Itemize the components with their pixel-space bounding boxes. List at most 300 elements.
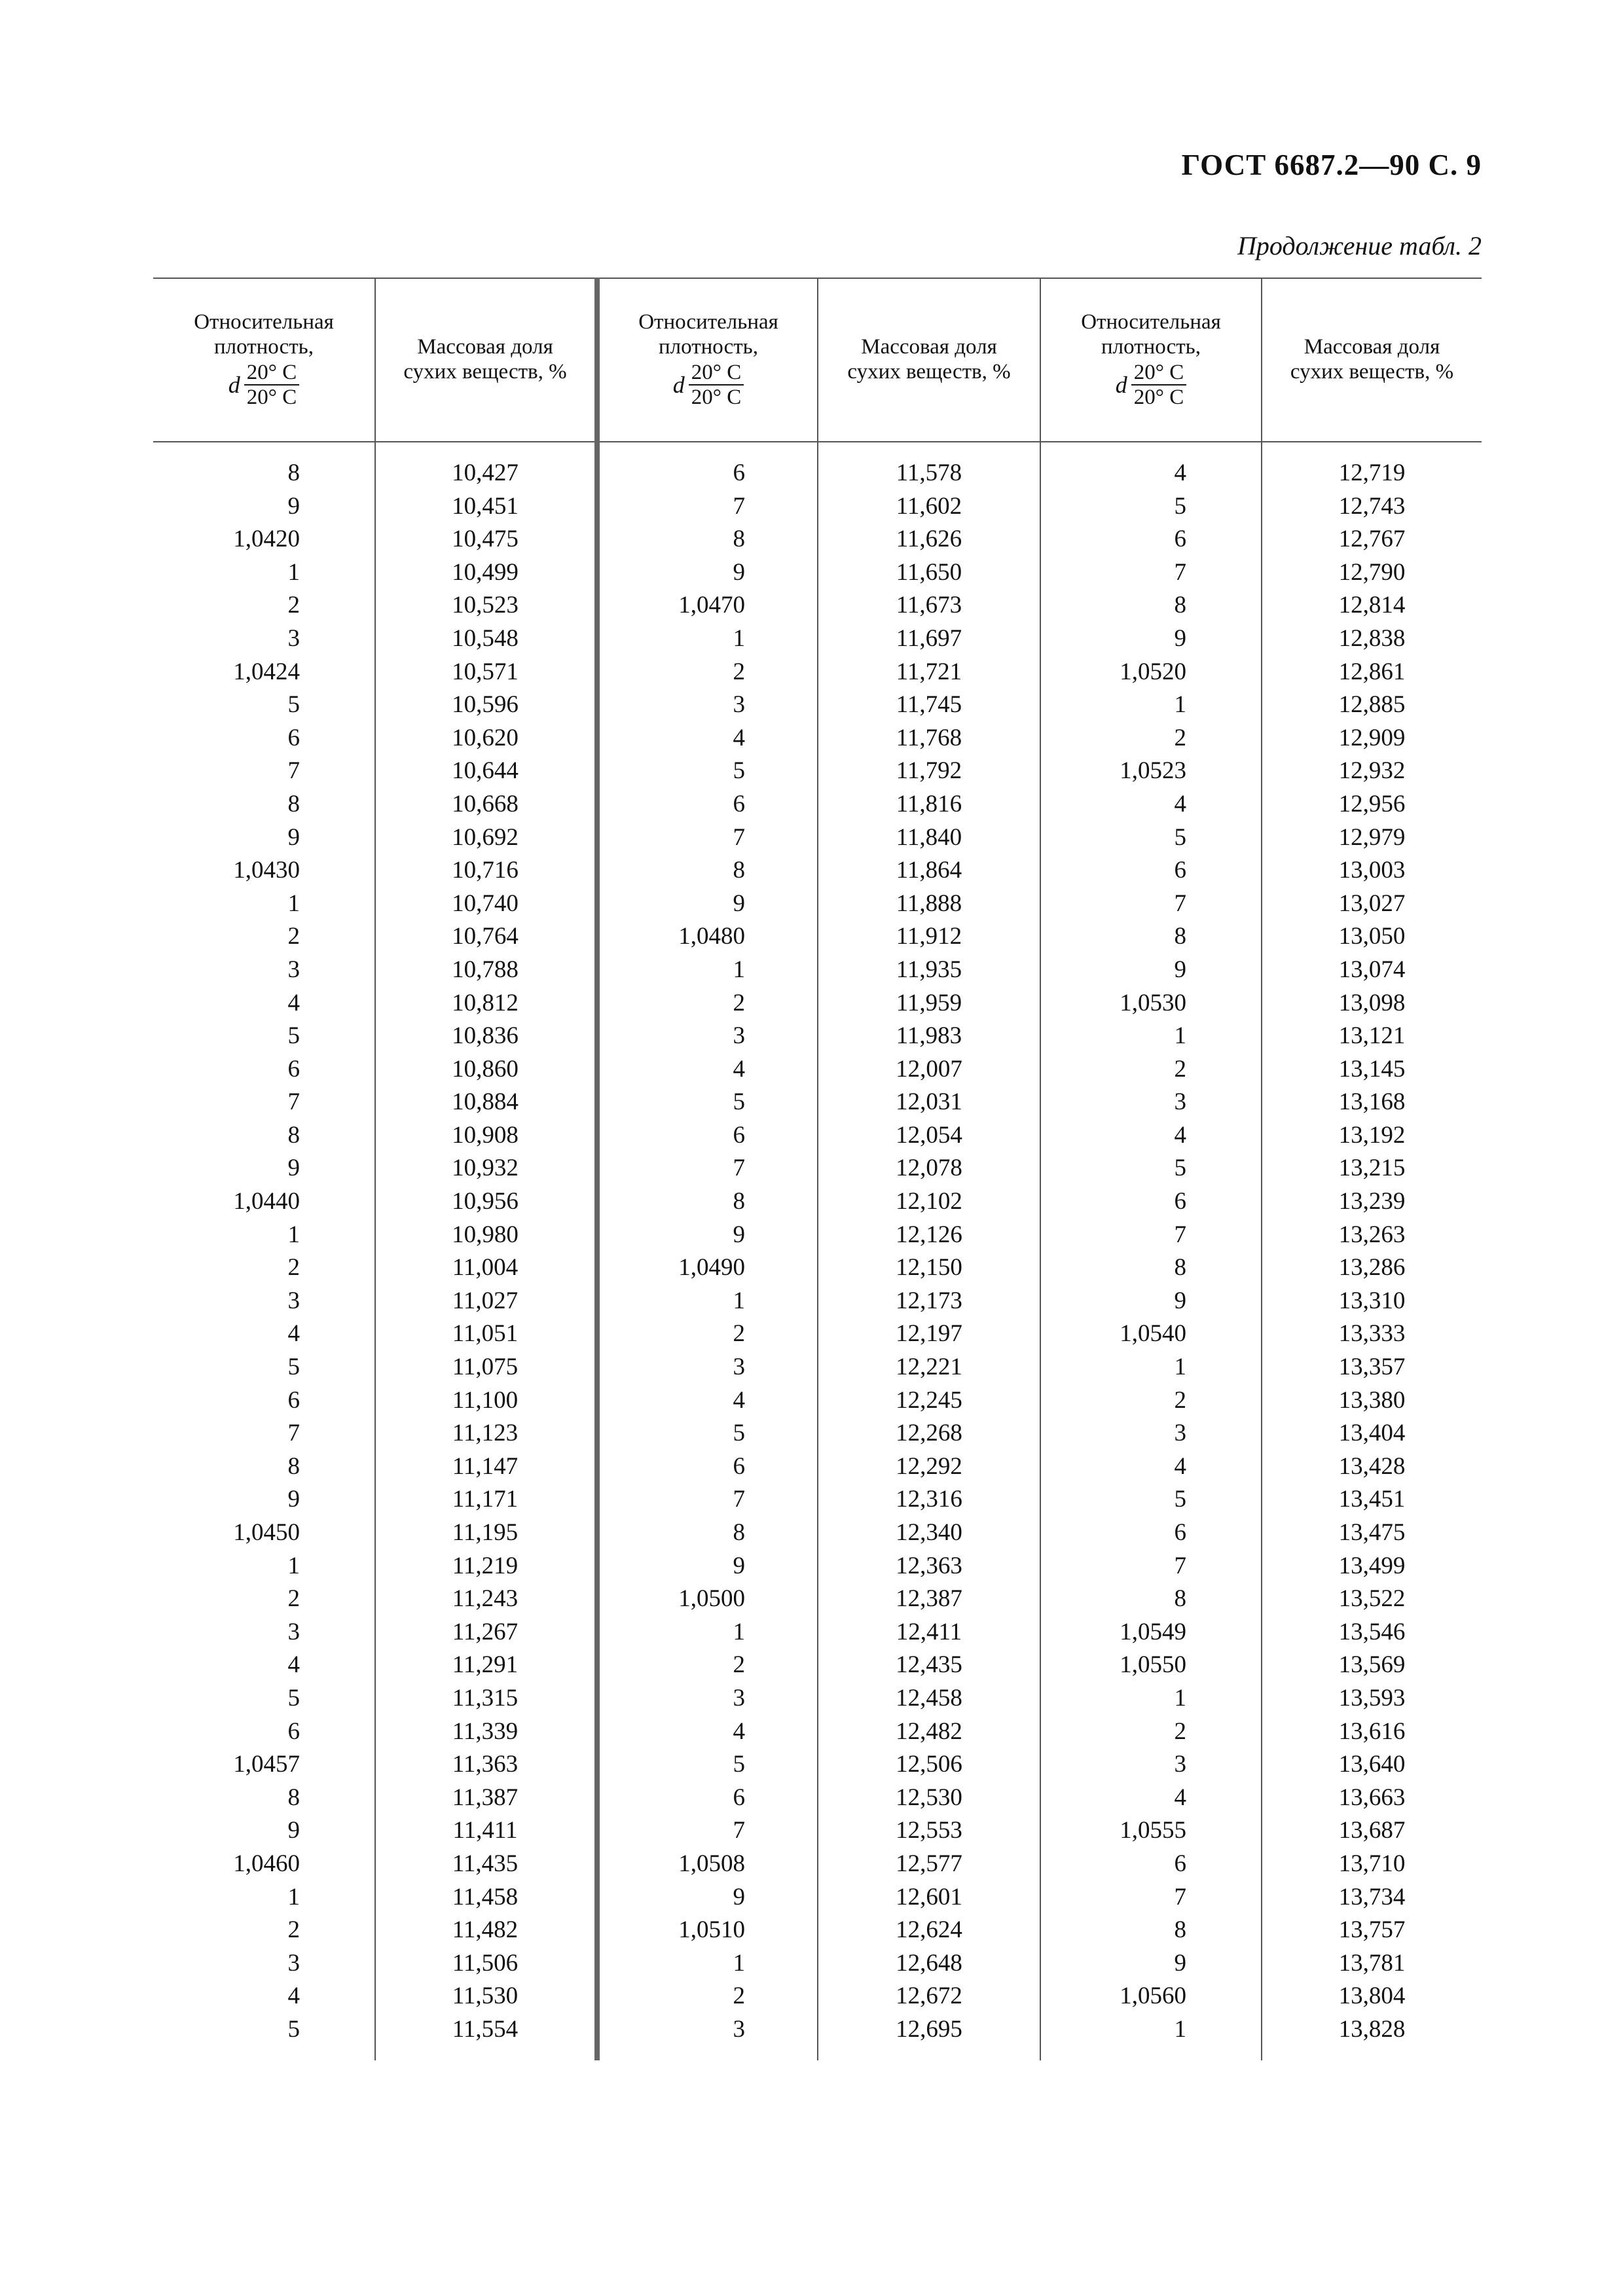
header-density-2 bbox=[600, 278, 817, 441]
density-cell: 6 bbox=[1174, 857, 1186, 884]
mass-cell: 12,173 bbox=[896, 1287, 962, 1314]
mass-cell: 13,640 bbox=[1338, 1751, 1406, 1778]
mass-cell: 11,411 bbox=[452, 1817, 518, 1844]
density-cell: 8 bbox=[1174, 1916, 1186, 1944]
density-cell: 4 bbox=[733, 1055, 745, 1083]
density-cell: 9 bbox=[287, 1155, 300, 1182]
mass-cell: 11,530 bbox=[452, 1982, 519, 2010]
mass-cell: 12,553 bbox=[896, 1817, 962, 1844]
density-cell: 5 bbox=[287, 1022, 300, 1050]
density-cell: 1 bbox=[733, 1949, 745, 1977]
mass-cell: 12,624 bbox=[896, 1916, 962, 1944]
density-cell: 1,0500 bbox=[678, 1585, 745, 1613]
mass-column bbox=[1262, 457, 1482, 2047]
mass-cell: 13,145 bbox=[1338, 1055, 1406, 1083]
density-cell: 9 bbox=[1174, 956, 1186, 983]
density-cell: 1 bbox=[287, 1552, 300, 1579]
density-cell: 1 bbox=[1174, 2015, 1186, 2043]
density-formula bbox=[228, 361, 299, 409]
mass-cell: 13,828 bbox=[1338, 2015, 1406, 2043]
mass-cell: 12,743 bbox=[1338, 492, 1406, 520]
mass-cell: 13,781 bbox=[1338, 1949, 1406, 1977]
density-cell: 1,0560 bbox=[1120, 1982, 1186, 2010]
mass-cell: 11,768 bbox=[896, 724, 962, 751]
density-cell: 7 bbox=[733, 823, 745, 851]
mass-column bbox=[376, 457, 594, 2047]
density-cell: 7 bbox=[1174, 558, 1186, 586]
density-cell: 5 bbox=[1174, 1155, 1186, 1182]
density-cell: 1,0470 bbox=[678, 592, 745, 619]
density-cell: 2 bbox=[733, 1651, 745, 1679]
density-cell: 1 bbox=[733, 1618, 745, 1645]
density-cell: 6 bbox=[1174, 526, 1186, 553]
density-cell: 5 bbox=[287, 1684, 300, 1712]
mass-cell: 11,912 bbox=[896, 923, 962, 950]
mass-cell: 10,523 bbox=[452, 592, 519, 619]
density-cell: 1 bbox=[287, 889, 300, 917]
mass-cell: 13,239 bbox=[1338, 1188, 1406, 1215]
mass-cell: 11,458 bbox=[452, 1883, 519, 1910]
density-cell: 7 bbox=[733, 1155, 745, 1182]
density-cell: 6 bbox=[287, 1386, 300, 1414]
density-cell: 4 bbox=[1174, 1121, 1186, 1149]
formula-variable: d bbox=[228, 372, 240, 398]
mass-cell: 12,387 bbox=[896, 1585, 962, 1613]
density-cell: 5 bbox=[733, 1420, 745, 1447]
mass-cell: 13,003 bbox=[1338, 857, 1406, 884]
mass-cell: 12,530 bbox=[896, 1784, 962, 1811]
mass-cell: 12,150 bbox=[896, 1254, 962, 1282]
density-cell: 1 bbox=[1174, 1684, 1186, 1712]
mass-cell: 10,499 bbox=[452, 558, 519, 586]
mass-cell: 10,475 bbox=[452, 526, 519, 553]
formula-denominator: 20° C bbox=[1133, 386, 1184, 409]
density-cell: 1,0523 bbox=[1120, 757, 1186, 785]
mass-cell: 11,578 bbox=[896, 459, 962, 486]
mass-cell: 13,522 bbox=[1338, 1585, 1406, 1613]
density-cell: 4 bbox=[1174, 459, 1186, 486]
density-cell: 5 bbox=[1174, 492, 1186, 520]
mass-cell: 11,339 bbox=[452, 1717, 519, 1745]
density-cell: 2 bbox=[1174, 1717, 1186, 1745]
density-cell: 2 bbox=[733, 1320, 745, 1348]
mass-cell: 10,644 bbox=[452, 757, 519, 785]
density-cell: 5 bbox=[287, 691, 300, 719]
mass-cell: 11,027 bbox=[452, 1287, 519, 1314]
formula-variable: d bbox=[672, 372, 685, 398]
mass-cell: 12,363 bbox=[896, 1552, 962, 1579]
density-cell: 1 bbox=[287, 558, 300, 586]
mass-cell: 10,908 bbox=[452, 1121, 519, 1149]
mass-cell: 13,499 bbox=[1338, 1552, 1406, 1579]
mass-cell: 12,292 bbox=[896, 1452, 962, 1480]
density-cell: 2 bbox=[733, 989, 745, 1016]
header-text: сухих веществ, % bbox=[847, 360, 1011, 384]
density-cell: 3 bbox=[1174, 1751, 1186, 1778]
mass-cell: 12,435 bbox=[896, 1651, 962, 1679]
mass-cell: 11,959 bbox=[896, 989, 962, 1016]
header-text: плотность, bbox=[659, 335, 758, 359]
density-cell: 6 bbox=[287, 1055, 300, 1083]
mass-cell: 10,596 bbox=[452, 691, 519, 719]
density-cell: 9 bbox=[287, 1817, 300, 1844]
mass-cell: 13,687 bbox=[1338, 1817, 1406, 1844]
mass-cell: 10,692 bbox=[452, 823, 519, 851]
mass-cell: 10,451 bbox=[452, 492, 519, 520]
density-cell: 6 bbox=[1174, 1188, 1186, 1215]
mass-cell: 12,956 bbox=[1338, 790, 1406, 817]
table-continuation-label: Продолжение табл. 2 bbox=[1237, 231, 1482, 260]
mass-cell: 11,171 bbox=[452, 1486, 519, 1513]
mass-cell: 13,333 bbox=[1338, 1320, 1406, 1348]
density-cell: 1 bbox=[733, 1287, 745, 1314]
density-cell: 1,0480 bbox=[678, 923, 745, 950]
density-cell: 1 bbox=[287, 1221, 300, 1248]
density-cell: 9 bbox=[1174, 624, 1186, 652]
density-cell: 2 bbox=[1174, 724, 1186, 751]
density-cell: 7 bbox=[733, 1817, 745, 1844]
density-cell: 5 bbox=[1174, 823, 1186, 851]
density-cell: 3 bbox=[287, 956, 300, 983]
mass-cell: 11,123 bbox=[452, 1420, 519, 1447]
mass-cell: 10,884 bbox=[452, 1088, 519, 1116]
page-header: ГОСТ 6687.2—90 С. 9 bbox=[1181, 149, 1482, 181]
mass-cell: 13,475 bbox=[1338, 1519, 1406, 1546]
density-cell: 8 bbox=[1174, 1254, 1186, 1282]
mass-cell: 11,983 bbox=[896, 1022, 962, 1050]
mass-cell: 12,506 bbox=[896, 1751, 962, 1778]
mass-cell: 11,195 bbox=[452, 1519, 519, 1546]
density-cell: 7 bbox=[287, 757, 300, 785]
mass-cell: 13,168 bbox=[1338, 1088, 1406, 1116]
mass-cell: 12,078 bbox=[896, 1155, 962, 1182]
mass-cell: 11,291 bbox=[452, 1651, 519, 1679]
mass-cell: 12,790 bbox=[1338, 558, 1406, 586]
density-cell: 5 bbox=[1174, 1486, 1186, 1513]
density-cell: 2 bbox=[1174, 1055, 1186, 1083]
density-cell: 8 bbox=[733, 1188, 745, 1215]
header-density-3 bbox=[1041, 278, 1261, 441]
density-cell: 1,0549 bbox=[1120, 1618, 1186, 1645]
mass-cell: 13,451 bbox=[1338, 1486, 1406, 1513]
density-cell: 8 bbox=[733, 857, 745, 884]
density-cell: 8 bbox=[733, 526, 745, 553]
density-cell: 3 bbox=[733, 1684, 745, 1712]
mass-cell: 12,126 bbox=[896, 1221, 962, 1248]
density-cell: 1 bbox=[1174, 1022, 1186, 1050]
mass-cell: 13,380 bbox=[1338, 1386, 1406, 1414]
density-cell: 7 bbox=[287, 1088, 300, 1116]
density-cell: 4 bbox=[733, 1386, 745, 1414]
mass-cell: 13,263 bbox=[1338, 1221, 1406, 1248]
density-cell: 1,0540 bbox=[1120, 1320, 1186, 1348]
density-cell: 8 bbox=[287, 1452, 300, 1480]
density-cell: 1,0460 bbox=[233, 1850, 300, 1877]
mass-cell: 10,571 bbox=[452, 658, 519, 685]
density-cell: 1 bbox=[733, 624, 745, 652]
density-cell: 1 bbox=[1174, 1354, 1186, 1381]
density-column bbox=[600, 457, 745, 2047]
mass-cell: 10,812 bbox=[452, 989, 519, 1016]
mass-cell: 12,340 bbox=[896, 1519, 962, 1546]
mass-cell: 11,602 bbox=[896, 492, 962, 520]
density-cell: 8 bbox=[287, 1121, 300, 1149]
mass-cell: 13,663 bbox=[1338, 1784, 1406, 1811]
density-cell: 9 bbox=[287, 823, 300, 851]
density-cell: 6 bbox=[733, 1784, 745, 1811]
mass-cell: 13,616 bbox=[1338, 1717, 1406, 1745]
header-text: Массовая доля bbox=[861, 335, 997, 359]
mass-cell: 11,075 bbox=[452, 1354, 519, 1381]
mass-cell: 12,932 bbox=[1338, 757, 1406, 785]
density-cell: 2 bbox=[733, 658, 745, 685]
mass-cell: 12,885 bbox=[1338, 691, 1406, 719]
mass-cell: 13,546 bbox=[1338, 1618, 1406, 1645]
mass-cell: 11,363 bbox=[452, 1751, 519, 1778]
mass-cell: 10,620 bbox=[452, 724, 519, 751]
mass-cell: 13,050 bbox=[1338, 923, 1406, 950]
density-cell: 3 bbox=[1174, 1420, 1186, 1447]
mass-cell: 10,980 bbox=[452, 1221, 519, 1248]
density-cell: 3 bbox=[287, 1618, 300, 1645]
mass-cell: 12,268 bbox=[896, 1420, 962, 1447]
header-text: сухих веществ, % bbox=[403, 360, 567, 384]
mass-cell: 13,215 bbox=[1338, 1155, 1406, 1182]
mass-cell: 11,004 bbox=[452, 1254, 519, 1282]
density-cell: 8 bbox=[733, 1519, 745, 1546]
density-cell: 1,0508 bbox=[678, 1850, 745, 1877]
mass-cell: 12,861 bbox=[1338, 658, 1406, 685]
formula-variable: d bbox=[1115, 372, 1127, 398]
density-cell: 6 bbox=[1174, 1519, 1186, 1546]
mass-cell: 12,672 bbox=[896, 1982, 962, 2010]
header-text: плотность, bbox=[214, 335, 314, 359]
mass-cell: 11,387 bbox=[452, 1784, 519, 1811]
formula-denominator: 20° C bbox=[691, 386, 742, 409]
density-cell: 8 bbox=[287, 1784, 300, 1811]
density-cell: 6 bbox=[733, 1121, 745, 1149]
density-cell: 2 bbox=[733, 1982, 745, 2010]
mass-cell: 10,427 bbox=[452, 459, 519, 486]
mass-cell: 12,458 bbox=[896, 1684, 962, 1712]
mass-cell: 11,315 bbox=[452, 1684, 519, 1712]
mass-cell: 12,979 bbox=[1338, 823, 1406, 851]
mass-cell: 11,792 bbox=[896, 757, 962, 785]
mass-cell: 12,838 bbox=[1338, 624, 1406, 652]
group-divider bbox=[594, 278, 600, 2060]
header-mass-2 bbox=[818, 278, 1040, 441]
mass-cell: 13,710 bbox=[1338, 1850, 1406, 1877]
density-cell: 4 bbox=[1174, 790, 1186, 817]
mass-cell: 10,740 bbox=[452, 889, 519, 917]
density-cell: 1,0550 bbox=[1120, 1651, 1186, 1679]
density-table bbox=[153, 278, 1482, 2060]
mass-cell: 13,804 bbox=[1338, 1982, 1406, 2010]
mass-cell: 11,243 bbox=[452, 1585, 519, 1613]
mass-cell: 12,648 bbox=[896, 1949, 962, 1977]
mass-cell: 12,197 bbox=[896, 1320, 962, 1348]
density-cell: 2 bbox=[287, 1916, 300, 1944]
header-density-1 bbox=[153, 278, 374, 441]
mass-cell: 11,554 bbox=[452, 2015, 519, 2043]
mass-cell: 13,192 bbox=[1338, 1121, 1406, 1149]
density-cell: 2 bbox=[287, 592, 300, 619]
mass-cell: 11,721 bbox=[896, 658, 962, 685]
density-cell: 2 bbox=[287, 1254, 300, 1282]
mass-cell: 13,593 bbox=[1338, 1684, 1406, 1712]
mass-cell: 12,577 bbox=[896, 1850, 962, 1877]
density-cell: 9 bbox=[287, 492, 300, 520]
density-cell: 1 bbox=[287, 1883, 300, 1910]
mass-cell: 12,767 bbox=[1338, 526, 1406, 553]
mass-cell: 13,357 bbox=[1338, 1354, 1406, 1381]
density-cell: 3 bbox=[733, 691, 745, 719]
mass-cell: 12,102 bbox=[896, 1188, 962, 1215]
density-cell: 9 bbox=[1174, 1287, 1186, 1314]
density-cell: 2 bbox=[287, 923, 300, 950]
density-cell: 1,0450 bbox=[233, 1519, 300, 1546]
mass-cell: 10,932 bbox=[452, 1155, 519, 1182]
mass-cell: 13,121 bbox=[1338, 1022, 1406, 1050]
density-formula bbox=[673, 361, 744, 409]
density-cell: 4 bbox=[287, 1320, 300, 1348]
density-cell: 8 bbox=[1174, 592, 1186, 619]
mass-cell: 11,650 bbox=[896, 558, 962, 586]
mass-cell: 13,734 bbox=[1338, 1883, 1406, 1910]
density-formula bbox=[1116, 361, 1186, 409]
mass-cell: 12,719 bbox=[1338, 459, 1406, 486]
density-cell: 6 bbox=[287, 1717, 300, 1745]
density-cell: 3 bbox=[287, 624, 300, 652]
density-cell: 3 bbox=[287, 1287, 300, 1314]
mass-cell: 11,506 bbox=[452, 1949, 519, 1977]
mass-cell: 11,219 bbox=[452, 1552, 519, 1579]
density-cell: 4 bbox=[1174, 1452, 1186, 1480]
header-text: Относительная bbox=[638, 310, 778, 334]
density-cell: 1 bbox=[733, 956, 745, 983]
header-text: Массовая доля bbox=[417, 335, 553, 359]
header-text: сухих веществ, % bbox=[1290, 360, 1454, 384]
mass-cell: 11,100 bbox=[452, 1386, 519, 1414]
mass-cell: 13,286 bbox=[1338, 1254, 1406, 1282]
header-text: Относительная bbox=[1081, 310, 1221, 334]
density-cell: 1,0490 bbox=[678, 1254, 745, 1282]
mass-cell: 11,745 bbox=[896, 691, 962, 719]
density-cell: 4 bbox=[1174, 1784, 1186, 1811]
density-cell: 1,0555 bbox=[1120, 1817, 1186, 1844]
mass-cell: 13,027 bbox=[1338, 889, 1406, 917]
density-cell: 9 bbox=[733, 889, 745, 917]
density-cell: 5 bbox=[733, 1751, 745, 1778]
density-cell: 8 bbox=[287, 790, 300, 817]
mass-cell: 13,757 bbox=[1338, 1916, 1406, 1944]
formula-numerator: 20° C bbox=[1131, 361, 1186, 386]
mass-cell: 10,956 bbox=[452, 1188, 519, 1215]
density-cell: 5 bbox=[733, 757, 745, 785]
mass-cell: 10,548 bbox=[452, 624, 519, 652]
mass-cell: 10,860 bbox=[452, 1055, 519, 1083]
density-cell: 3 bbox=[733, 1022, 745, 1050]
mass-cell: 13,310 bbox=[1338, 1287, 1406, 1314]
density-cell: 6 bbox=[287, 724, 300, 751]
density-cell: 6 bbox=[733, 790, 745, 817]
mass-cell: 12,316 bbox=[896, 1486, 962, 1513]
density-cell: 1,0510 bbox=[678, 1916, 745, 1944]
density-cell: 5 bbox=[287, 2015, 300, 2043]
density-cell: 9 bbox=[287, 1486, 300, 1513]
formula-denominator: 20° C bbox=[246, 386, 297, 409]
mass-cell: 11,935 bbox=[896, 956, 962, 983]
mass-cell: 13,074 bbox=[1338, 956, 1406, 983]
density-cell: 8 bbox=[1174, 1585, 1186, 1613]
density-column bbox=[1041, 457, 1186, 2047]
density-cell: 7 bbox=[1174, 1552, 1186, 1579]
mass-cell: 12,007 bbox=[896, 1055, 962, 1083]
density-cell: 2 bbox=[1174, 1386, 1186, 1414]
density-cell: 3 bbox=[287, 1949, 300, 1977]
mass-cell: 12,909 bbox=[1338, 724, 1406, 751]
density-cell: 1,0430 bbox=[233, 857, 300, 884]
density-cell: 3 bbox=[1174, 1088, 1186, 1116]
density-cell: 1,0520 bbox=[1120, 658, 1186, 685]
header-text: плотность, bbox=[1101, 335, 1201, 359]
density-cell: 6 bbox=[1174, 1850, 1186, 1877]
mass-cell: 11,051 bbox=[452, 1320, 519, 1348]
density-cell: 7 bbox=[1174, 1221, 1186, 1248]
mass-cell: 11,673 bbox=[896, 592, 962, 619]
density-cell: 9 bbox=[733, 1883, 745, 1910]
density-cell: 9 bbox=[1174, 1949, 1186, 1977]
density-cell: 4 bbox=[287, 1651, 300, 1679]
density-cell: 9 bbox=[733, 1552, 745, 1579]
mass-cell: 13,428 bbox=[1338, 1452, 1406, 1480]
density-cell: 8 bbox=[1174, 923, 1186, 950]
formula-numerator: 20° C bbox=[689, 361, 744, 386]
mass-cell: 12,601 bbox=[896, 1883, 962, 1910]
density-cell: 4 bbox=[733, 724, 745, 751]
mass-cell: 11,435 bbox=[452, 1850, 519, 1877]
mass-cell: 12,054 bbox=[896, 1121, 962, 1149]
density-cell: 5 bbox=[733, 1088, 745, 1116]
mass-cell: 11,864 bbox=[896, 857, 962, 884]
density-cell: 7 bbox=[733, 492, 745, 520]
density-cell: 9 bbox=[733, 558, 745, 586]
mass-column bbox=[818, 457, 1040, 2047]
density-cell: 1,0440 bbox=[233, 1188, 300, 1215]
density-cell: 7 bbox=[1174, 1883, 1186, 1910]
density-cell: 1,0424 bbox=[233, 658, 300, 685]
formula-numerator: 20° C bbox=[244, 361, 299, 386]
density-column bbox=[153, 457, 300, 2047]
mass-cell: 11,697 bbox=[896, 624, 962, 652]
mass-cell: 11,816 bbox=[896, 790, 962, 817]
mass-cell: 12,411 bbox=[896, 1618, 962, 1645]
mass-cell: 12,245 bbox=[896, 1386, 962, 1414]
mass-cell: 11,888 bbox=[896, 889, 962, 917]
mass-cell: 10,788 bbox=[452, 956, 519, 983]
header-mass-1 bbox=[376, 278, 594, 441]
mass-cell: 10,668 bbox=[452, 790, 519, 817]
mass-cell: 10,764 bbox=[452, 923, 519, 950]
density-cell: 3 bbox=[733, 1354, 745, 1381]
density-cell: 4 bbox=[287, 989, 300, 1016]
header-mass-3 bbox=[1262, 278, 1482, 441]
density-cell: 2 bbox=[287, 1585, 300, 1613]
header-text: Относительная bbox=[194, 310, 334, 334]
density-cell: 7 bbox=[1174, 889, 1186, 917]
mass-cell: 11,482 bbox=[452, 1916, 519, 1944]
density-cell: 8 bbox=[287, 459, 300, 486]
